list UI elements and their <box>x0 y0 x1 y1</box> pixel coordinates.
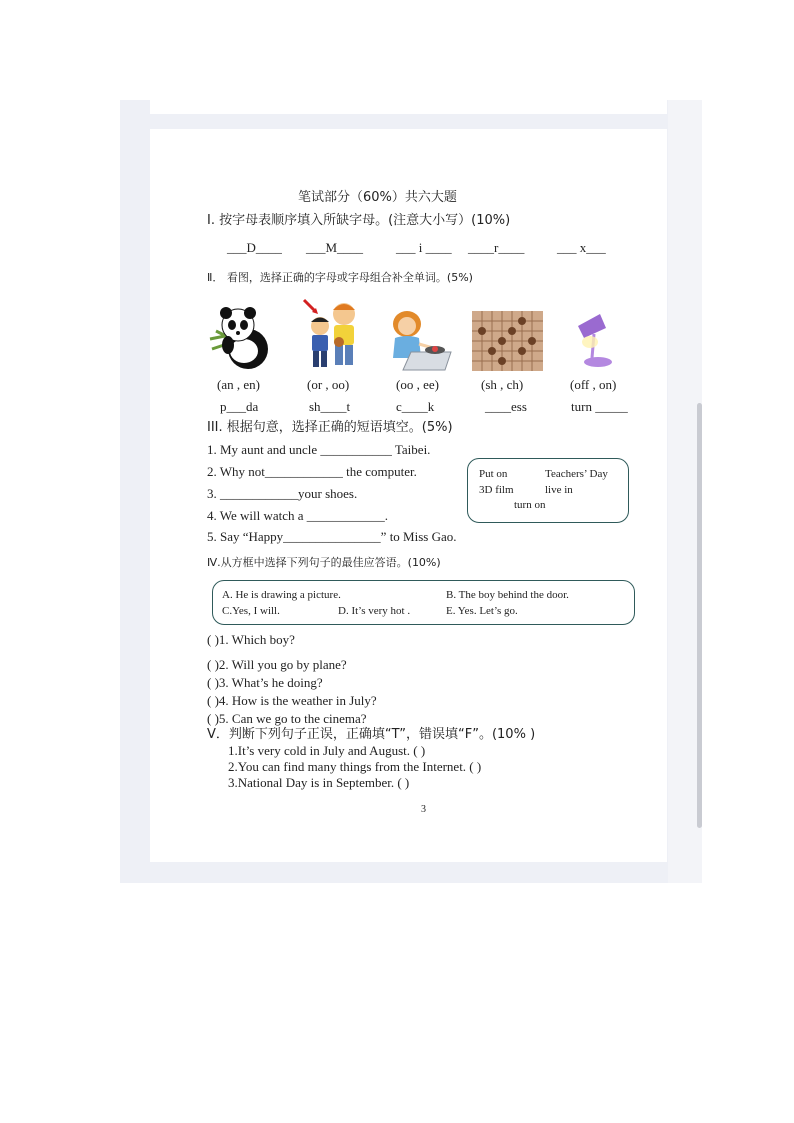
letter-blank-3: ___ i ____ <box>396 240 452 255</box>
previous-page-edge <box>150 100 667 114</box>
section-4-heading: Ⅳ.从方框中选择下列句子的最佳应答语。(10%) <box>207 556 441 569</box>
option-4: (sh , ch) <box>481 377 524 392</box>
letter-blank-2: ___M____ <box>306 240 364 255</box>
phrase-option: Teachers’ Day <box>545 468 608 480</box>
question-3: ( )3. What’s he doing? <box>207 675 323 690</box>
panda-icon <box>206 305 270 371</box>
answer-option: A. He is drawing a picture. <box>222 589 341 601</box>
phrase-line-5: 5. Say “Happy_______________” to Miss Gao. <box>207 529 457 544</box>
judge-line-3: 3.National Day is in September. ( ) <box>228 775 410 790</box>
question-5: ( )5. Can we go to the cinema? <box>207 711 367 726</box>
question-2: ( )2. Will you go by plane? <box>207 657 347 672</box>
answer-option: B. The boy behind the door. <box>446 589 569 601</box>
section-3-heading: III. 根据句意，选择正确的短语填空。(5%) <box>207 420 453 435</box>
lamp-icon <box>572 312 616 370</box>
phrase-line-3: 3. ____________your shoes. <box>207 486 358 501</box>
answer-option: E. Yes. Let’s go. <box>446 605 518 617</box>
judge-line-2: 2.You can find many things from the Internet. ( ) <box>228 759 482 774</box>
page-title: 笔试部分（60%）共六大题 <box>298 190 457 205</box>
letter-blank-1: ___D____ <box>227 240 282 255</box>
page-number: 3 <box>421 804 426 815</box>
word-blank-2: sh____t <box>309 399 351 414</box>
phrase-line-2: 2. Why not____________ the computer. <box>207 464 417 479</box>
answer-option: C.Yes, I will. <box>222 605 280 617</box>
boys-icon <box>302 298 360 370</box>
answer-option: D. It’s very hot . <box>338 605 411 617</box>
word-blank-1: p___da <box>220 399 259 414</box>
judge-line-1: 1.It’s very cold in July and August. ( ) <box>228 743 426 758</box>
phrase-option: live in <box>545 484 573 496</box>
option-3: (oo , ee) <box>396 377 439 392</box>
letter-blank-4: ____r____ <box>468 240 525 255</box>
question-4: ( )4. How is the weather in July? <box>207 693 377 708</box>
phrase-option: turn on <box>514 499 546 511</box>
word-blank-4: ____ess <box>485 399 527 414</box>
phrase-line-4: 4. We will watch a ____________. <box>207 508 389 523</box>
option-1: (an , en) <box>217 377 260 392</box>
section-5-heading: Ⅴ．判断下列句子正误，正确填“T”，错误填“F”。(10% ) <box>207 727 536 742</box>
option-2: (or , oo) <box>307 377 350 392</box>
word-blank-3: c____k <box>396 399 435 414</box>
letter-blank-5: ___ x___ <box>557 240 606 255</box>
phrase-line-1: 1. My aunt and uncle ___________ Taibei. <box>207 442 431 457</box>
scrollbar-thumb[interactable] <box>697 403 702 828</box>
girl-cooking-icon <box>385 308 455 372</box>
question-1: ( )1. Which boy? <box>207 632 295 647</box>
phrase-option: Put on <box>479 468 508 480</box>
word-blank-5: turn _____ <box>571 399 628 414</box>
option-5: (off , on) <box>570 377 617 392</box>
section-1-heading: I. 按字母表顺序填入所缺字母。(注意大小写）(10%) <box>207 213 511 228</box>
chess-board-icon <box>472 311 543 371</box>
section-2-heading: Ⅱ． 看图，选择正确的字母或字母组合补全单词。(5%) <box>207 271 473 284</box>
phrase-option: 3D film <box>479 484 514 496</box>
